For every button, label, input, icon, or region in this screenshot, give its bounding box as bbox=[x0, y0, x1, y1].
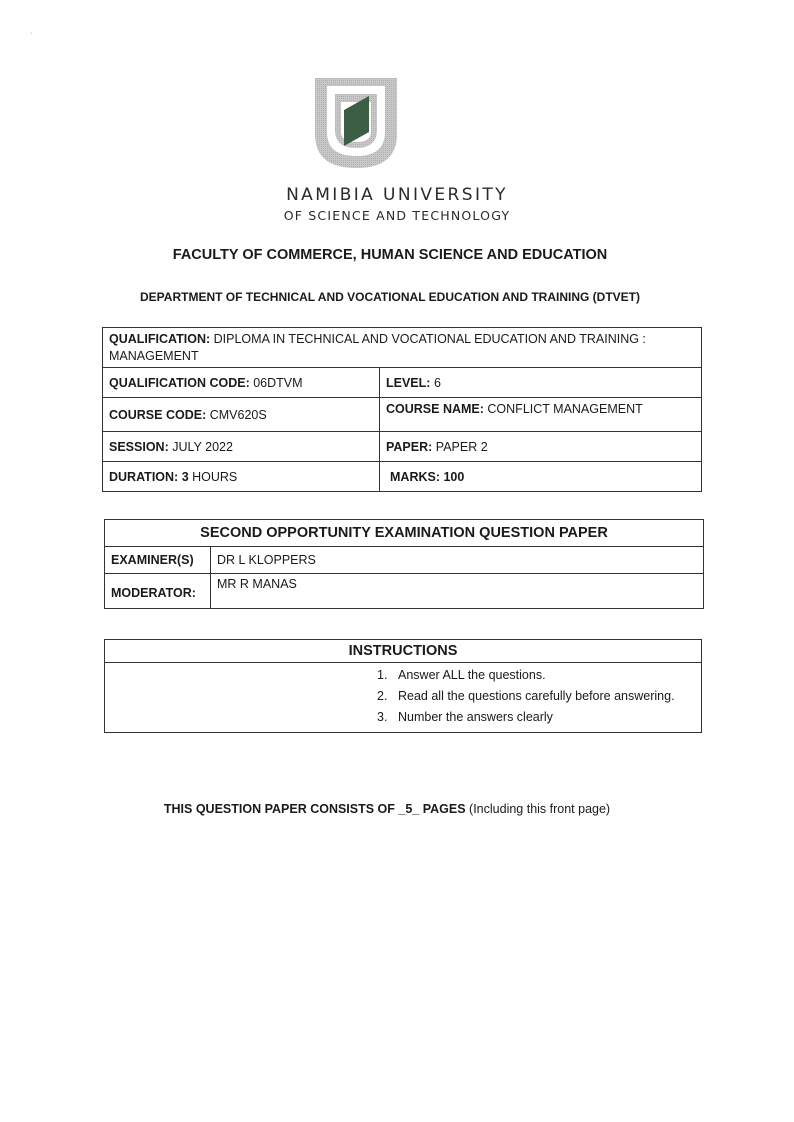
page-count-normal: (Including this front page) bbox=[469, 802, 611, 816]
table-row bbox=[105, 520, 704, 547]
instructions-title: INSTRUCTIONS bbox=[105, 640, 702, 663]
paper-cell bbox=[380, 432, 702, 462]
duration-number: 3 bbox=[181, 469, 189, 484]
list-item-text: Answer ALL the questions. bbox=[398, 668, 546, 682]
table-row bbox=[103, 328, 702, 368]
list-item-number: 1. bbox=[377, 668, 388, 682]
list-item bbox=[377, 665, 701, 686]
duration-cell bbox=[103, 462, 380, 492]
session-cell bbox=[103, 432, 380, 462]
table-row bbox=[103, 432, 702, 462]
duration-label: DURATION: bbox=[109, 469, 179, 484]
table-row bbox=[105, 547, 704, 574]
page-count-note bbox=[0, 802, 774, 816]
paper-label: PAPER: bbox=[386, 439, 433, 454]
course-code-value: CMV620S bbox=[209, 407, 267, 422]
level-label: LEVEL: bbox=[386, 375, 431, 390]
examiner-value: DR L KLOPPERS bbox=[211, 547, 704, 574]
list-item-number: 2. bbox=[377, 689, 388, 703]
course-name-value: CONFLICT MANAGEMENT bbox=[487, 402, 643, 416]
instructions-body bbox=[105, 663, 702, 733]
qualification-code-label: QUALIFICATION CODE: bbox=[109, 375, 250, 390]
table-row bbox=[103, 368, 702, 398]
university-logo bbox=[311, 76, 401, 170]
list-item bbox=[377, 686, 701, 707]
marks-cell bbox=[380, 462, 702, 492]
list-item-text: Number the answers clearly bbox=[398, 710, 553, 724]
course-code-cell bbox=[103, 398, 380, 432]
table-row bbox=[103, 462, 702, 492]
paper-value: PAPER 2 bbox=[435, 439, 488, 454]
instructions-list bbox=[105, 663, 701, 732]
university-name: NAMIBIA UNIVERSITY bbox=[286, 185, 508, 205]
university-subtitle: OF SCIENCE AND TECHNOLOGY bbox=[283, 208, 511, 223]
marks-value: 100 bbox=[443, 469, 465, 484]
instructions-table bbox=[104, 639, 702, 733]
scan-speck: · bbox=[30, 30, 33, 37]
list-item-text: Read all the questions carefully before answering. bbox=[398, 689, 675, 703]
marks-label: MARKS: bbox=[390, 469, 440, 484]
course-code-label: COURSE CODE: bbox=[109, 407, 207, 422]
qualification-code-value: 06DTVM bbox=[253, 375, 303, 390]
list-item bbox=[377, 707, 701, 728]
exam-title: SECOND OPPORTUNITY EXAMINATION QUESTION PAPER bbox=[105, 520, 704, 547]
examiner-label: EXAMINER(S) bbox=[105, 547, 211, 574]
qualification-table bbox=[102, 327, 702, 492]
faculty-heading: FACULTY OF COMMERCE, HUMAN SCIENCE AND EDUCATION bbox=[172, 247, 608, 263]
list-item-number: 3. bbox=[377, 710, 388, 724]
course-name-cell bbox=[380, 398, 702, 432]
course-name-label: COURSE NAME: bbox=[386, 402, 484, 416]
session-label: SESSION: bbox=[109, 439, 169, 454]
table-row bbox=[103, 398, 702, 432]
duration-unit: HOURS bbox=[192, 469, 238, 484]
moderator-label: MODERATOR: bbox=[105, 574, 211, 609]
qualification-code-cell bbox=[103, 368, 380, 398]
qualification-label: QUALIFICATION: bbox=[109, 332, 211, 346]
qualification-value: DIPLOMA IN TECHNICAL AND VOCATIONAL EDUCATION AND TRAINING : MANAGEMENT bbox=[109, 332, 646, 363]
qualification-cell bbox=[103, 328, 702, 368]
moderator-value: MR R MANAS bbox=[211, 574, 704, 609]
table-row bbox=[105, 640, 702, 663]
examination-table bbox=[104, 519, 704, 609]
session-value: JULY 2022 bbox=[172, 439, 233, 454]
table-row bbox=[105, 663, 702, 733]
page-count-bold: THIS QUESTION PAPER CONSISTS OF _5_ PAGES bbox=[163, 802, 466, 816]
level-value: 6 bbox=[433, 375, 441, 390]
level-cell bbox=[380, 368, 702, 398]
department-heading: DEPARTMENT OF TECHNICAL AND VOCATIONAL EDUCATION AND TRAINING (DTVET) bbox=[140, 290, 640, 304]
table-row bbox=[105, 574, 704, 609]
